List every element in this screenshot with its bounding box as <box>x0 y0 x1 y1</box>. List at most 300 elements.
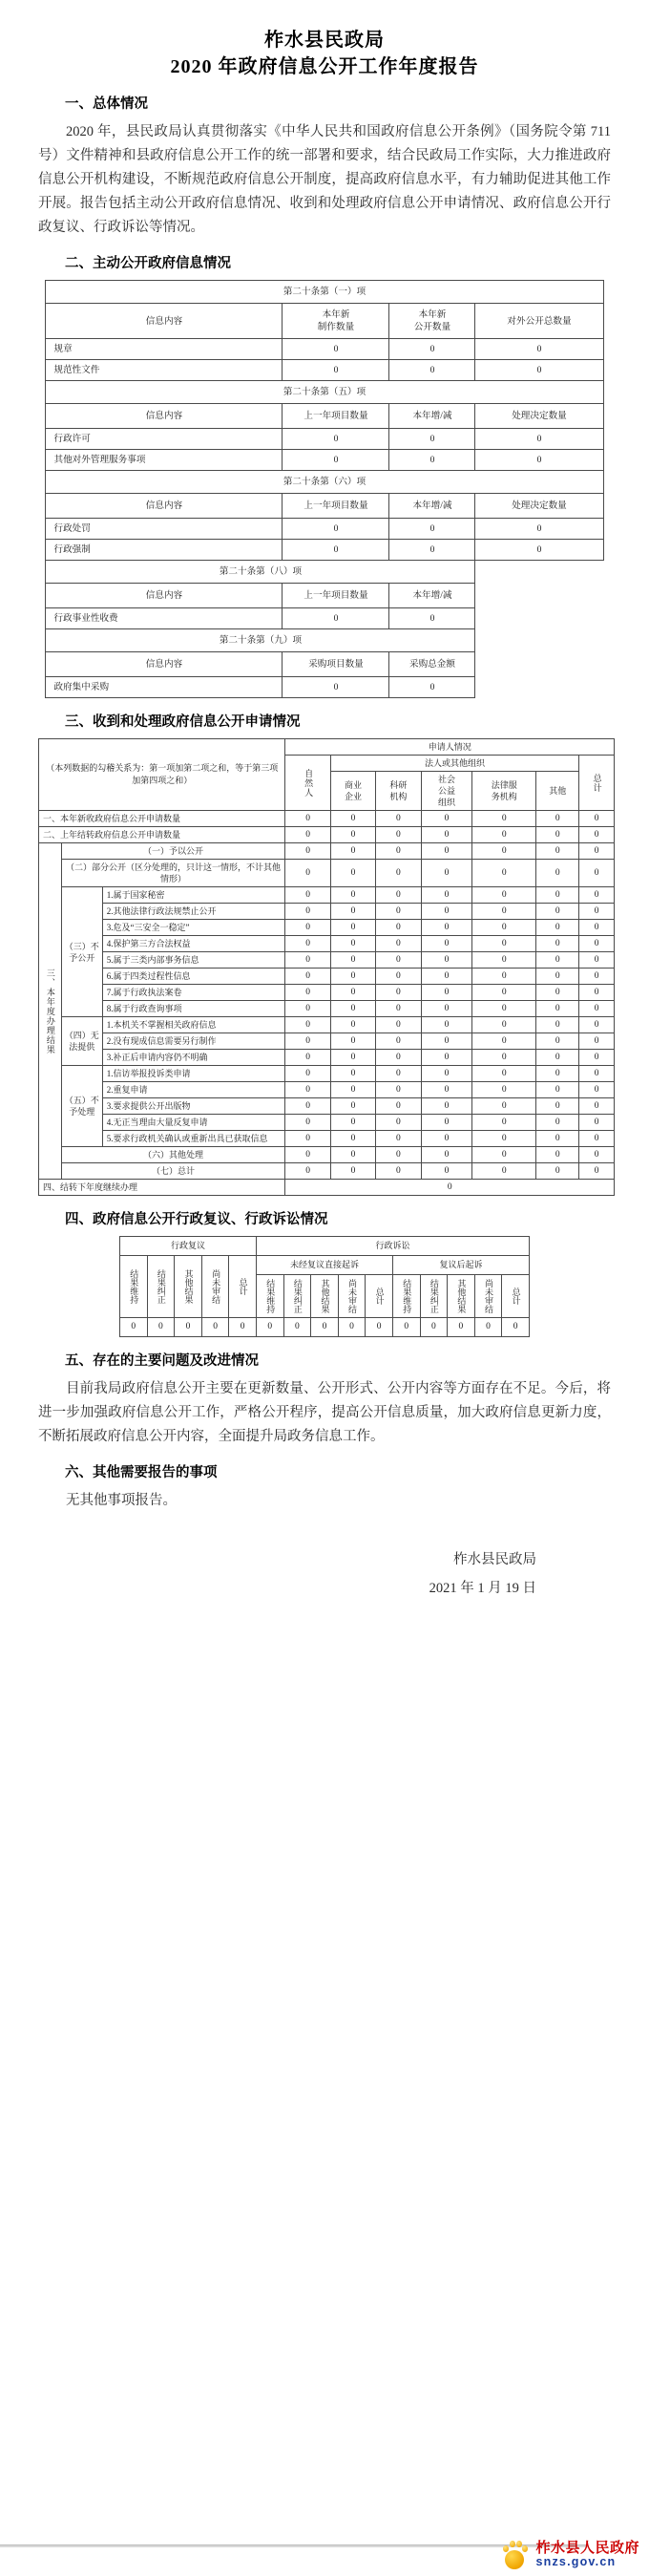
column-header: 采购项目数量 <box>283 652 389 677</box>
table-cell: 0 <box>579 920 615 936</box>
table-cell: 0 <box>330 1098 375 1115</box>
table-header-row <box>46 304 603 339</box>
table-cell: 0 <box>579 860 615 887</box>
table-cell: 0 <box>472 1066 536 1082</box>
table-row <box>39 936 615 952</box>
table-cell: 0 <box>472 1001 536 1017</box>
table-cell: 0 <box>285 985 330 1001</box>
active-disclosure-body <box>46 281 603 698</box>
table-row <box>39 843 615 860</box>
table-cell: 0 <box>285 843 330 860</box>
table-cell: 0 <box>285 1115 330 1131</box>
table-cell: 0 <box>389 608 475 629</box>
table-row <box>39 860 615 887</box>
table-cell: 0 <box>376 904 421 920</box>
table-cell: 0 <box>330 1066 375 1082</box>
table-cell: 0 <box>283 450 389 471</box>
column-header-label: 结果纠正 <box>292 1279 303 1313</box>
table-cell: 0 <box>421 1066 472 1082</box>
table-cell: 0 <box>330 969 375 985</box>
table-cell: 0 <box>285 811 330 827</box>
table-cell: 0 <box>285 1001 330 1017</box>
row-label: 行政事业性收费 <box>46 608 283 629</box>
table-row <box>46 561 603 584</box>
table-cell: 0 <box>283 339 389 360</box>
table-cell: 0 <box>376 969 421 985</box>
table-cell: 0 <box>474 1318 502 1337</box>
table-cell: 0 <box>421 887 472 904</box>
table-cell: 0 <box>579 1066 615 1082</box>
row-label: 二、上年结转政府信息公开申请数量 <box>39 827 285 843</box>
column-header <box>120 1256 148 1318</box>
column-header: 其他 <box>536 772 579 811</box>
column-header <box>474 1275 502 1318</box>
table-row <box>46 339 603 360</box>
table-cell: 0 <box>376 1163 421 1180</box>
column-header-label: 总计 <box>374 1288 385 1305</box>
carryover-value: 0 <box>285 1180 615 1196</box>
table-cell: 0 <box>536 843 579 860</box>
column-header-label: 总计 <box>238 1278 248 1295</box>
column-header <box>502 1275 530 1318</box>
table-cell: 0 <box>475 450 603 471</box>
table-cell: 0 <box>389 339 475 360</box>
column-header-label: 尚未审结 <box>211 1269 221 1304</box>
table-cell: 0 <box>472 843 536 860</box>
section-1-paragraph: 2020 年，县民政局认真贯彻落实《中华人民共和国政府信息公开条例》（国务院令第 711 号）文件精神和县政府信息公开工作的统一部署和要求，结合民政局工作实际，大力推进政府信息公开机构建设，不断规范政府信息公开制度，提高政府信息水平，有力辅助促进其他工作开展。报告包括主动公开政府信息情况、收到和处理政府信息公开申请情况、政府信息公开行政复议、行政诉讼等情况。 <box>38 124 611 235</box>
table-row <box>39 1033 615 1050</box>
table-cell: 0 <box>285 1147 330 1163</box>
table-cell: 0 <box>330 1017 375 1033</box>
row-label: 4.无正当理由大量反复申请 <box>102 1115 285 1131</box>
column-header <box>256 1275 283 1318</box>
table-row <box>39 1115 615 1131</box>
table-cell: 0 <box>376 1017 421 1033</box>
table-cell: 0 <box>285 1050 330 1066</box>
row-label: 行政处罚 <box>46 519 283 540</box>
table-cell: 0 <box>472 1050 536 1066</box>
column-header <box>392 1275 420 1318</box>
row-label: 规章 <box>46 339 283 360</box>
table-cell: 0 <box>421 1115 472 1131</box>
table-header-row <box>46 494 603 519</box>
table-cell: 0 <box>472 969 536 985</box>
table-cell: 0 <box>285 860 330 887</box>
table-cell: 0 <box>579 936 615 952</box>
table-cell: 0 <box>376 1033 421 1050</box>
table-cell: 0 <box>376 1050 421 1066</box>
row-label: （七）总计 <box>61 1163 285 1180</box>
requests-table <box>38 738 615 1196</box>
table-header-row <box>46 584 603 608</box>
signature-block <box>38 1545 611 1603</box>
table-cell: 0 <box>421 969 472 985</box>
table-cell: 0 <box>421 1098 472 1115</box>
table-cell: 0 <box>502 1318 530 1337</box>
table-cell: 0 <box>330 860 375 887</box>
table-cell: 0 <box>421 1163 472 1180</box>
table-cell: 0 <box>376 860 421 887</box>
table-cell: 0 <box>421 985 472 1001</box>
table-header-row <box>46 652 603 677</box>
column-header: 处理决定数量 <box>475 404 603 429</box>
table-cell: 0 <box>285 904 330 920</box>
table-cell: 0 <box>536 1001 579 1017</box>
table-cell: 0 <box>311 1318 339 1337</box>
table-cell: 0 <box>376 1098 421 1115</box>
column-header: 信息内容 <box>46 584 283 608</box>
table-cell: 0 <box>330 1082 375 1098</box>
table-cell: 0 <box>579 904 615 920</box>
column-header <box>175 1256 202 1318</box>
table-cell: 0 <box>475 429 603 450</box>
table-cell: 0 <box>536 1098 579 1115</box>
column-header <box>338 1275 366 1318</box>
table-cell: 0 <box>579 1098 615 1115</box>
table-cell: 0 <box>330 887 375 904</box>
row-label: 3.要求提供公开出版物 <box>102 1098 285 1115</box>
table-cell: 0 <box>285 1163 330 1180</box>
table-cell: 0 <box>475 360 603 381</box>
table-cell: 0 <box>376 811 421 827</box>
column-header <box>201 1256 229 1318</box>
table-row <box>39 1098 615 1115</box>
table-cell: 0 <box>229 1318 257 1337</box>
section-heading-5: 五、存在的主要问题及改进情况 <box>65 1353 259 1369</box>
section-6-paragraph: 无其他事项报告。 <box>66 1493 177 1508</box>
table-cell: 0 <box>283 429 389 450</box>
table-row <box>46 450 603 471</box>
table-cell: 0 <box>421 860 472 887</box>
column-header: 信息内容 <box>46 304 283 339</box>
table-cell: 0 <box>536 920 579 936</box>
table-cell: 0 <box>283 1318 311 1337</box>
watermark-domain: snzs.gov.cn <box>535 2555 617 2569</box>
table-row <box>46 540 603 561</box>
table-cell: 0 <box>579 1131 615 1147</box>
column-header: 科研 机构 <box>376 772 421 811</box>
row-label: 7.属于行政执法案卷 <box>102 985 285 1001</box>
table-row <box>46 629 603 652</box>
carryover-label: 四、结转下年度继续办理 <box>39 1180 285 1196</box>
table-header-row <box>46 404 603 429</box>
watermark-gov-name: 柞水县人民政府 <box>535 2540 639 2556</box>
table-cell: 0 <box>283 608 389 629</box>
table-cell: 0 <box>421 904 472 920</box>
table-row <box>46 429 603 450</box>
table-cell: 0 <box>330 904 375 920</box>
signature-org: 柞水县民政局 <box>453 1552 536 1567</box>
column-header-label: 其他结果 <box>320 1279 330 1313</box>
table-cell: 0 <box>536 1017 579 1033</box>
table-cell: 0 <box>579 985 615 1001</box>
row-label: 6.属于四类过程性信息 <box>102 969 285 985</box>
table-cell: 0 <box>536 985 579 1001</box>
row-label: 政府集中采购 <box>46 677 283 698</box>
table-cell: 0 <box>536 811 579 827</box>
row-label: 1.属于国家秘密 <box>102 887 285 904</box>
row-label: （六）其他处理 <box>61 1147 285 1163</box>
table-cell: 0 <box>376 920 421 936</box>
table-cell: 0 <box>376 887 421 904</box>
column-header-label: 其他结果 <box>183 1269 194 1304</box>
table-cell: 0 <box>421 1147 472 1163</box>
column-header <box>448 1275 475 1318</box>
row-label: （二）部分公开（区分处理的，只计这一情形，不计其他情形） <box>61 860 285 887</box>
table-row <box>46 471 603 494</box>
column-header: 本年增/减 <box>389 584 475 608</box>
table-cell: 0 <box>579 1017 615 1033</box>
table-cell: 0 <box>579 811 615 827</box>
table-cell: 0 <box>376 936 421 952</box>
table-cell: 0 <box>420 1318 448 1337</box>
table-cell: 0 <box>376 985 421 1001</box>
after-review-litigation-subheader: 复议后起诉 <box>392 1256 529 1275</box>
table-cell: 0 <box>330 1001 375 1017</box>
table-cell: 0 <box>475 540 603 561</box>
table-row <box>39 887 615 904</box>
table-cell: 0 <box>579 1147 615 1163</box>
table-cell: 0 <box>536 936 579 952</box>
section-heading-3: 三、收到和处理政府信息公开申请情况 <box>65 714 301 730</box>
table-cell: 0 <box>472 1017 536 1033</box>
table-cell: 0 <box>330 1050 375 1066</box>
row-group-label-text: 三、本年度办理结果 <box>45 968 55 1054</box>
table-cell: 0 <box>472 827 536 843</box>
requests-table-body <box>39 739 615 1196</box>
column-header: 对外公开总数量 <box>475 304 603 339</box>
table-row <box>39 1066 615 1082</box>
table-cell: 0 <box>330 827 375 843</box>
table-cell: 0 <box>376 1082 421 1098</box>
table-cell: 0 <box>421 952 472 969</box>
group-title: 第二十条第（一）项 <box>46 281 603 304</box>
row-label: 规范性文件 <box>46 360 283 381</box>
table-cell: 0 <box>579 1163 615 1180</box>
table-row <box>39 1163 615 1180</box>
table-cell: 0 <box>472 985 536 1001</box>
column-header-label: 自然人 <box>304 768 314 798</box>
table-cell: 0 <box>536 904 579 920</box>
column-header: 信息内容 <box>46 404 283 429</box>
table-cell: 0 <box>285 887 330 904</box>
table-cell: 0 <box>472 1082 536 1098</box>
row-subgroup-label: （五）不予处理 <box>61 1066 102 1147</box>
table-row <box>46 677 603 698</box>
row-label: （一）予以公开 <box>61 843 285 860</box>
row-label: 3.危及“三安全一稳定” <box>102 920 285 936</box>
table-cell: 0 <box>389 360 475 381</box>
table-row <box>39 1017 615 1033</box>
table-cell: 0 <box>389 429 475 450</box>
column-header: 本年增/减 <box>389 494 475 519</box>
column-header-label: 结果维持 <box>265 1279 276 1313</box>
table-cell: 0 <box>330 936 375 952</box>
table-row <box>46 608 603 629</box>
table-cell: 0 <box>579 1001 615 1017</box>
table-cell: 0 <box>389 540 475 561</box>
table-cell: 0 <box>472 860 536 887</box>
table-row <box>46 360 603 381</box>
table-cell: 0 <box>330 1033 375 1050</box>
section-heading-6: 六、其他需要报告的事项 <box>65 1465 218 1480</box>
review-table-body <box>120 1237 530 1337</box>
table-cell: 0 <box>175 1318 202 1337</box>
table-row <box>39 904 615 920</box>
row-label: 5.属于三类内部事务信息 <box>102 952 285 969</box>
column-header: 法律服 务机构 <box>472 772 536 811</box>
table-cell: 0 <box>376 1001 421 1017</box>
column-header <box>147 1256 175 1318</box>
table-cell: 0 <box>421 1033 472 1050</box>
table-cell: 0 <box>120 1318 148 1337</box>
table-cell: 0 <box>536 969 579 985</box>
table-row <box>39 1147 615 1163</box>
table-cell: 0 <box>283 677 389 698</box>
table-cell: 0 <box>285 952 330 969</box>
row-label: 2.其他法律行政法规禁止公开 <box>102 904 285 920</box>
table-cell: 0 <box>536 1131 579 1147</box>
section-5-paragraph: 目前我局政府信息公开主要在更新数量、公开形式、公开内容等方面存在不足。今后，将进一步加强政府信息公开工作，严格公开程序，提高公开信息质量，加大政府信息更新力度，不断拓展政府信息公开内容，全面提升局政务信息工作。 <box>38 1381 611 1444</box>
table-cell: 0 <box>579 1050 615 1066</box>
table-cell: 0 <box>579 969 615 985</box>
table-cell: 0 <box>472 904 536 920</box>
row-label: 一、本年新收政府信息公开申请数量 <box>39 811 285 827</box>
row-label: 4.保护第三方合法权益 <box>102 936 285 952</box>
column-header-label: 尚未审结 <box>347 1279 358 1313</box>
table-cell: 0 <box>536 1050 579 1066</box>
section-heading-4: 四、政府信息公开行政复议、行政诉讼情况 <box>65 1212 328 1227</box>
title-line-2: 2020 年政府信息公开工作年度报告 <box>170 56 479 77</box>
column-header <box>283 1275 311 1318</box>
table-cell: 0 <box>536 952 579 969</box>
table-cell: 0 <box>472 1131 536 1147</box>
table-cell: 0 <box>285 1066 330 1082</box>
table-row <box>39 969 615 985</box>
column-header-label: 总计 <box>592 773 602 793</box>
table-cell: 0 <box>330 952 375 969</box>
row-subgroup-label: （四）无法提供 <box>61 1017 102 1066</box>
column-header-label: 总计 <box>511 1288 521 1305</box>
table-cell: 0 <box>376 1131 421 1147</box>
column-header: 采购总金额 <box>389 652 475 677</box>
group-title: 第二十条第（八）项 <box>46 561 475 584</box>
table-cell: 0 <box>330 1163 375 1180</box>
table-cell: 0 <box>421 827 472 843</box>
section-heading-2: 二、主动公开政府信息情况 <box>65 256 231 271</box>
table-cell: 0 <box>330 843 375 860</box>
table-cell: 0 <box>472 952 536 969</box>
requests-table-wrap <box>38 738 611 1196</box>
table-cell: 0 <box>475 519 603 540</box>
table-cell: 0 <box>366 1318 393 1337</box>
table-cell: 0 <box>579 1033 615 1050</box>
column-header-label: 结果纠正 <box>156 1269 166 1304</box>
table-cell: 0 <box>376 1066 421 1082</box>
table-row <box>39 1082 615 1098</box>
table-cell: 0 <box>285 1098 330 1115</box>
title-line-1: 柞水县民政局 <box>264 30 385 51</box>
table-cell: 0 <box>472 887 536 904</box>
group-title: 第二十条第（九）项 <box>46 629 475 652</box>
row-label: 5.要求行政机关确认或重新出具已获取信息 <box>102 1131 285 1147</box>
table-cell: 0 <box>421 811 472 827</box>
review-litigation-table <box>119 1236 530 1337</box>
table-cell: 0 <box>330 1115 375 1131</box>
table-cell: 0 <box>472 811 536 827</box>
table-cell: 0 <box>536 1163 579 1180</box>
table-cell: 0 <box>376 827 421 843</box>
row-label: 2.没有现成信息需要另行制作 <box>102 1033 285 1050</box>
table-row <box>39 1180 615 1196</box>
table-row <box>46 381 603 404</box>
column-header-label: 其他结果 <box>456 1279 467 1313</box>
table-row <box>39 920 615 936</box>
table-cell: 0 <box>579 1082 615 1098</box>
column-header <box>366 1275 393 1318</box>
table-cell: 0 <box>472 1098 536 1115</box>
table-header-row <box>120 1256 530 1275</box>
table-cell: 0 <box>536 827 579 843</box>
table-cell: 0 <box>579 1115 615 1131</box>
table-cell: 0 <box>421 1017 472 1033</box>
table-cell: 0 <box>389 519 475 540</box>
table-row <box>46 519 603 540</box>
table-cell: 0 <box>472 1033 536 1050</box>
legal-entity-group-header: 法人或其他组织 <box>330 756 579 772</box>
paw-print-icon <box>501 2540 530 2570</box>
column-header: 上一年项目数量 <box>283 584 389 608</box>
table-cell: 0 <box>536 1115 579 1131</box>
direct-litigation-subheader: 未经复议直接起诉 <box>256 1256 392 1275</box>
row-label: 3.补正后申请内容仍不明确 <box>102 1050 285 1066</box>
site-watermark <box>501 2540 639 2570</box>
active-disclosure-table <box>45 280 603 698</box>
column-header-label: 结果维持 <box>129 1269 139 1304</box>
table-header-row <box>120 1237 530 1256</box>
column-header: 信息内容 <box>46 652 283 677</box>
column-header <box>311 1275 339 1318</box>
column-header: 上一年项目数量 <box>283 494 389 519</box>
table-cell: 0 <box>376 1115 421 1131</box>
table-cell: 0 <box>283 360 389 381</box>
footer-divider <box>0 2544 588 2547</box>
table-cell: 0 <box>285 969 330 985</box>
active-disclosure-table-wrap <box>38 280 611 698</box>
page-title <box>38 21 611 80</box>
table-cell: 0 <box>472 936 536 952</box>
table-cell: 0 <box>389 677 475 698</box>
table-cell: 0 <box>285 1033 330 1050</box>
table-cell: 0 <box>285 827 330 843</box>
table-cell: 0 <box>285 1131 330 1147</box>
table-cell: 0 <box>472 1115 536 1131</box>
table-cell: 0 <box>392 1318 420 1337</box>
column-header-label: 结果纠正 <box>429 1279 439 1313</box>
table-cell: 0 <box>421 1001 472 1017</box>
table-cell: 0 <box>421 1082 472 1098</box>
review-table-wrap <box>38 1236 611 1337</box>
row-label: 1.信访举报投诉类申请 <box>102 1066 285 1082</box>
table-row <box>46 281 603 304</box>
table-cell: 0 <box>330 920 375 936</box>
column-header: 处理决定数量 <box>475 494 603 519</box>
column-header-label: 尚未审结 <box>484 1279 494 1313</box>
table-cell: 0 <box>421 843 472 860</box>
column-header: 社会 公益 组织 <box>421 772 472 811</box>
row-label: 行政许可 <box>46 429 283 450</box>
column-header <box>420 1275 448 1318</box>
